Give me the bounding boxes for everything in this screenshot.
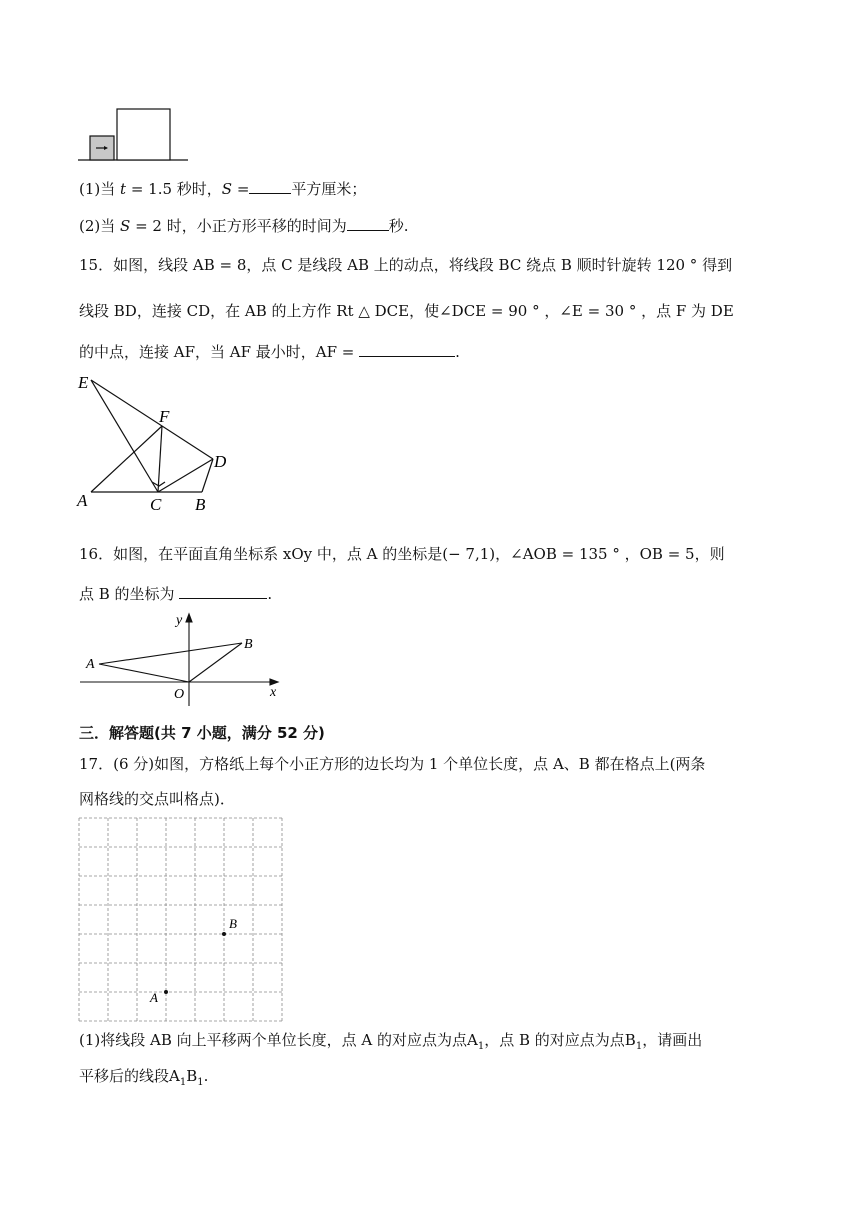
q16-line2	[79, 583, 272, 604]
large-square	[117, 109, 170, 160]
text: =	[232, 180, 250, 198]
label-A: A	[77, 491, 88, 510]
label-y: y	[176, 613, 183, 628]
label-F: F	[159, 407, 170, 426]
segment-EC	[91, 380, 158, 492]
q15-figure	[72, 370, 242, 518]
text: .	[455, 343, 460, 361]
q17-line2: 网格线的交点叫格点)．	[79, 790, 235, 808]
answer-blank[interactable]	[179, 583, 267, 599]
segment-OA	[99, 664, 189, 682]
answer-blank[interactable]	[347, 215, 389, 231]
label-B: B	[244, 637, 253, 652]
answer-blank[interactable]	[249, 178, 291, 194]
label-C: C	[150, 495, 162, 514]
label-A: A	[86, 657, 95, 672]
q16-line1: 16．如图，在平面直角坐标系 xOy 中，点 A 的坐标是(− 7,1)，∠AOB = 135 ° ，OB = 5，则	[79, 545, 725, 563]
label-B: B	[195, 495, 206, 514]
answer-blank[interactable]	[359, 341, 455, 357]
segment-CD	[158, 459, 213, 492]
q17-part1-line2	[79, 1066, 208, 1093]
label-O: O	[174, 687, 185, 702]
point-B	[222, 932, 226, 936]
q14-figure	[78, 105, 190, 165]
segment-AF	[91, 426, 162, 492]
q15-line1: 15．如图，线段 AB = 8，点 C 是线段 AB 上的动点，将线段 BC 绕点 B 顺时针旋转 120 ° 得到	[79, 256, 733, 274]
label-D: D	[214, 452, 227, 471]
text: B	[186, 1067, 198, 1085]
text: (1)当	[79, 180, 121, 198]
q17-grid	[76, 815, 288, 1023]
text: 的中点，连接 AF，当 AF 最小时，AF =	[79, 343, 360, 361]
label-x: x	[270, 685, 277, 700]
text: (2)当	[79, 217, 121, 235]
label-A: A	[150, 990, 158, 1005]
q14-part2	[79, 215, 409, 236]
segment-ED	[91, 380, 213, 459]
text: ，请画出	[642, 1031, 703, 1049]
subscript: 1	[635, 1041, 643, 1052]
subscript: 1	[197, 1077, 204, 1088]
text: S	[221, 180, 233, 198]
text: .	[267, 585, 273, 603]
text: = 2 时，小正方形平移的时间为	[130, 217, 347, 235]
label-B: B	[229, 916, 237, 931]
text: .	[203, 1067, 209, 1085]
segment-OB	[189, 643, 242, 682]
text: 平方厘米；	[291, 180, 367, 198]
q16-figure	[78, 610, 288, 710]
q17-line1: 17．(6 分)如图，方格纸上每个小正方形的边长均为 1 个单位长度，点 A、B 都在格点上(两条	[79, 755, 706, 773]
text: S	[120, 217, 131, 235]
text: 秒.	[388, 217, 409, 235]
subscript: 1	[179, 1077, 187, 1088]
q15-line3	[79, 341, 460, 362]
text: 平移后的线段A	[79, 1067, 180, 1085]
text: ，点 B 的对应点为点B	[484, 1031, 636, 1049]
q17-part1-line1	[79, 1030, 702, 1057]
text: (1)将线段 AB 向上平移两个单位长度，点 A 的对应点为点A	[79, 1031, 478, 1049]
q15-line2: 线段 BD，连接 CD，在 AB 的上方作 Rt △ DCE，使∠DCE = 90 ° ，∠E = 30 ° ，点 F 为 DE	[79, 302, 734, 320]
subscript: 1	[477, 1041, 485, 1052]
q14-part1	[79, 178, 366, 199]
segment-AB	[99, 643, 242, 664]
point-A	[164, 990, 168, 994]
text: t	[120, 180, 127, 198]
label-E: E	[78, 373, 89, 392]
section-title: 三．解答题(共 7 小题，满分 52 分)	[79, 724, 325, 742]
segment-CF	[158, 426, 162, 492]
text: 点 B 的坐标为	[79, 585, 180, 603]
text: = 1.5 秒时，	[126, 180, 222, 198]
